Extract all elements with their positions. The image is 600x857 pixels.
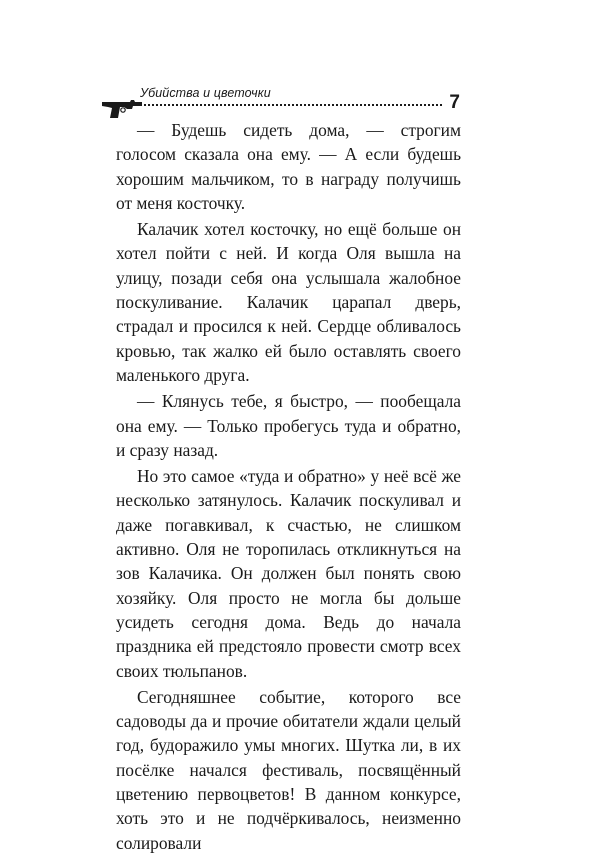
paragraph-1: — Будешь сидеть дома, — строгим голосом сказала она ему. — А если будешь хорошим мальчиком, то в награду получишь от меня косточку. <box>116 120 461 213</box>
paragraph-4: Но это самое «туда и обратно» у неё всё же несколько затянулось. Калачик поскуливал и даже погавкивал, к счастью, не слишком активно. Оля не торопилась откликнуться на зов Калачика. Он должен был понять свою хозяйку. Оля просто не могла бы дольше усидеть сегодня дома. Ведь до начала праздника ей предстояло провести смотр всех своих тюльпанов. <box>116 466 461 681</box>
paragraph-5: Сегодняшнее событие, которого все садоводы да и прочие обитатели ждали целый год, будоражило умы многих. Шутка ли, в их посёлке начался фестиваль, посвящённый цветению первоцветов! В данном конкурсе, хоть это и не подчёркивалось, неизменно солировали <box>116 686 461 853</box>
paragraph-2: Калачик хотел косточку, но ещё больше он хотел пойти с ней. И когда Оля вышла на улицу, позади себя она услышала жалобное поскуливание. Калачик царапал дверь, страдал и просился к ней. Сердце обливалось кровью, так жалко ей было оставлять своего маленького друга. <box>116 219 461 385</box>
page-number: 7 <box>449 92 460 113</box>
body-text <box>116 118 461 857</box>
revolver-icon <box>100 98 146 120</box>
paragraph-3: — Клянусь тебе, я быстро, — пообещала она ему. — Только пробегусь туда и обратно, и сразу назад. <box>116 391 461 460</box>
running-title: Убийства и цветочки <box>140 86 271 100</box>
dot-leader <box>140 104 442 106</box>
